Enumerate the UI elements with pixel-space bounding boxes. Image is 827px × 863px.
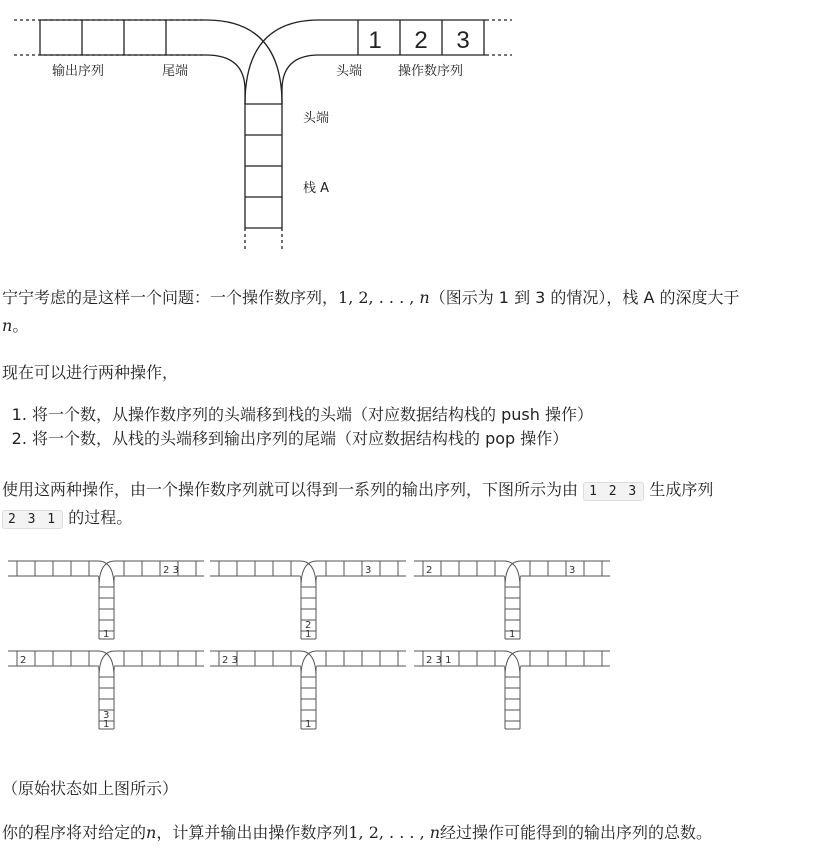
operation-push: 1. 将一个数，从操作数序列的头端移到栈的头端（对应数据结构栈的 push 操作） bbox=[32, 403, 593, 427]
label-stack-head: 头端 bbox=[303, 111, 330, 126]
step-4-stack-item: 1 bbox=[103, 719, 110, 730]
label-output-sequence: 输出序列 bbox=[52, 64, 105, 79]
step-5-diagram bbox=[210, 651, 406, 730]
operation-pop: 2. 将一个数，从栈的头端移到输出序列的尾端（对应数据结构栈的 pop 操作） bbox=[32, 427, 593, 451]
steps-figure bbox=[0, 557, 827, 742]
step-3-operand-label: 3 bbox=[569, 565, 576, 576]
step-2-stack-item: 2 bbox=[305, 620, 312, 631]
step-5-stack-item: 1 bbox=[305, 719, 312, 730]
code-output-seq: 2 3 1 bbox=[2, 510, 63, 529]
label-stack-a: 栈 A bbox=[303, 181, 330, 196]
paragraph-problem-cont: n。 bbox=[2, 316, 29, 335]
step-3-output-label: 2 bbox=[426, 565, 433, 576]
curve-outer-left bbox=[206, 20, 282, 104]
stack-railway-diagram bbox=[0, 0, 827, 260]
code-input-seq: 1 2 3 bbox=[583, 482, 644, 501]
step-6-output-label: 2 3 1 bbox=[426, 655, 452, 666]
step-4-stack-item: 3 bbox=[103, 710, 110, 721]
operand-number-2: 2 bbox=[414, 27, 428, 54]
step-4-output-label: 2 bbox=[20, 655, 27, 666]
step-1-stack-item: 1 bbox=[103, 629, 110, 640]
step-2-stack-item: 1 bbox=[305, 629, 312, 640]
step-2-operand-label: 3 bbox=[365, 565, 372, 576]
step-5-output-label: 2 3 bbox=[222, 655, 238, 666]
step-6-diagram bbox=[414, 651, 610, 729]
label-tail: 尾端 bbox=[162, 64, 189, 79]
paragraph-example: 使用这两种操作，由一个操作数序列就可以得到一系列的输出序列，下图所示为由 1 2 3 生成序列 bbox=[2, 480, 714, 499]
paragraph-task: 你的程序将对给定的n，计算并输出由操作数序列1, 2, . . . , n经过操作可能得到的输出序列的总数。 bbox=[2, 823, 713, 842]
label-operand-sequence: 操作数序列 bbox=[398, 64, 464, 79]
operand-number-3: 3 bbox=[456, 27, 470, 54]
paragraph-example-cont: 2 3 1 的过程。 bbox=[2, 506, 132, 532]
step-3-stack-item: 1 bbox=[509, 629, 516, 640]
paragraph-problem: 宁宁考虑的是这样一个问题：一个操作数序列，1, 2, . . . , n（图示为 1 到 3 的情况），栈 A 的深度大于 bbox=[2, 288, 740, 307]
caption-initial-state: （原始状态如上图所示） bbox=[2, 779, 179, 798]
operand-number-1: 1 bbox=[368, 27, 382, 54]
operations-list bbox=[2, 403, 593, 451]
paragraph-operations-intro: 现在可以进行两种操作， bbox=[2, 363, 179, 382]
step-3-diagram bbox=[414, 561, 610, 640]
label-head-top: 头端 bbox=[336, 64, 363, 79]
step-4-diagram bbox=[8, 651, 204, 730]
step-1-operand-label: 2 3 bbox=[163, 565, 179, 576]
step-2-diagram bbox=[210, 561, 406, 640]
step-1-diagram bbox=[8, 561, 204, 640]
